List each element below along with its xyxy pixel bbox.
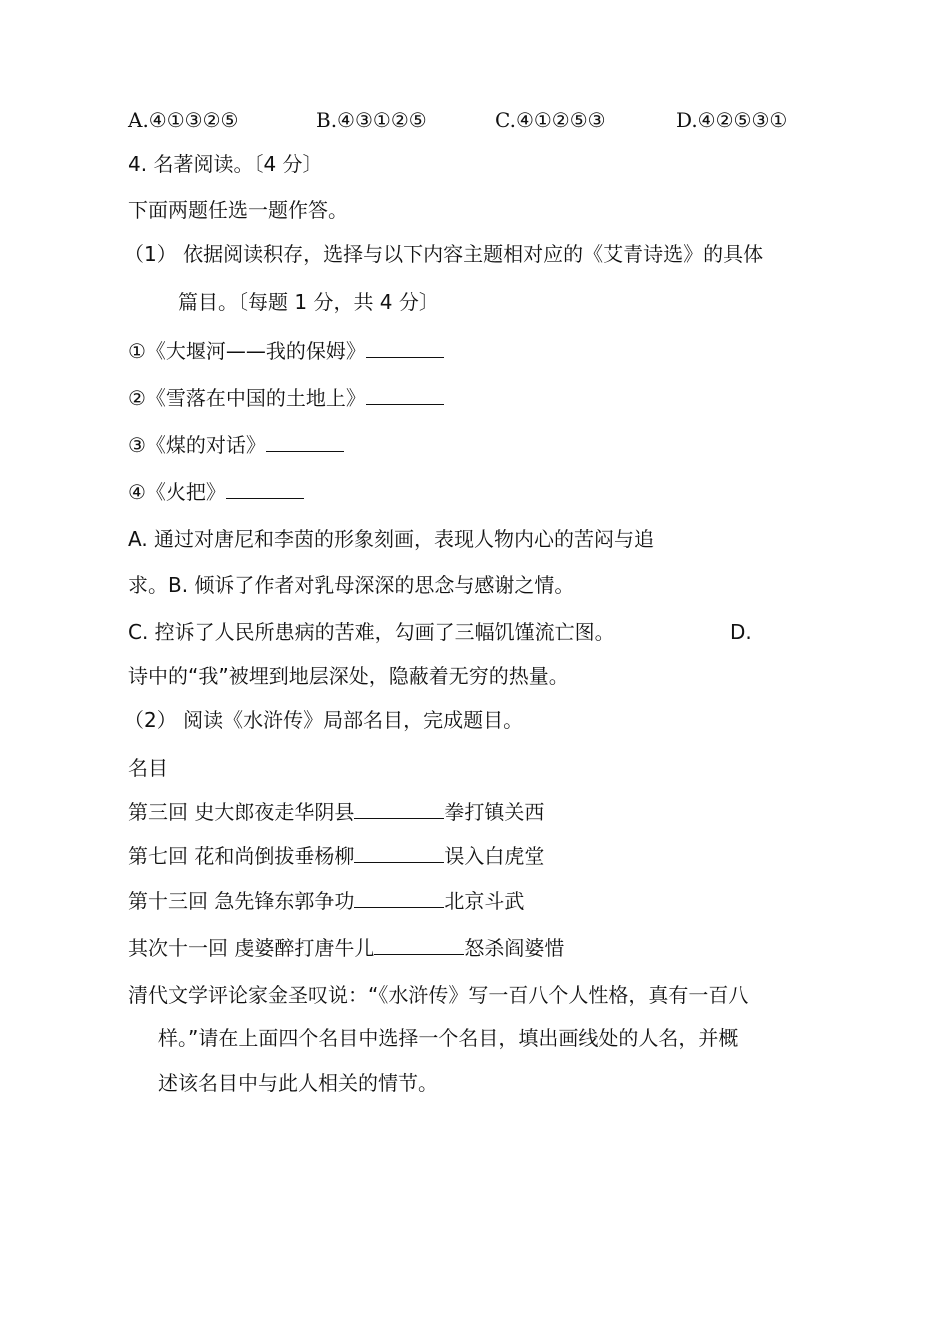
chapter-1-second: 拳打镇关西 bbox=[444, 800, 545, 824]
poem-item-2 bbox=[128, 384, 444, 412]
chapter-row-2 bbox=[128, 842, 544, 870]
chapter-3-second: 北京斗武 bbox=[444, 889, 525, 913]
choice-a: A. 通过对唐尼和李茵的形象刻画，表现人物内心的苦闷与追 bbox=[128, 527, 655, 551]
option-a: A.④①③②⑤ bbox=[128, 108, 239, 132]
answer-blank-2[interactable] bbox=[366, 384, 444, 405]
poem-item-3-text: ③《煤的对话》 bbox=[128, 433, 266, 457]
poem-item-2-text: ②《雪落在中国的土地上》 bbox=[128, 386, 366, 410]
poem-item-1-text: ①《大堰河——我的保姆》 bbox=[128, 339, 366, 363]
chapter-1-first: 第三回 史大郎夜走华阴县 bbox=[128, 800, 355, 824]
part2-prompt: （2） 阅读《水浒传》局部名目，完成题目。 bbox=[124, 708, 524, 732]
part2-question-line3: 述该名目中与此人相关的情节。 bbox=[158, 1071, 438, 1095]
poem-item-1 bbox=[128, 337, 444, 365]
chapter-4-blank[interactable] bbox=[374, 934, 464, 955]
chapter-2-second: 误入白虎堂 bbox=[444, 844, 545, 868]
option-c: C.④①②⑤③ bbox=[495, 108, 606, 132]
part2-question-line1: 清代文学评论家金圣叹说：“《水浒传》写一百八个人性格，真有一百八 bbox=[128, 983, 749, 1007]
option-d: D.④②⑤③① bbox=[676, 108, 788, 132]
chapter-3-blank[interactable] bbox=[354, 887, 444, 908]
answer-blank-1[interactable] bbox=[366, 337, 444, 358]
question-4-instruction: 下面两题任选一题作答。 bbox=[128, 198, 348, 222]
chapter-row-4 bbox=[128, 934, 564, 962]
choice-d-text: 诗中的“我”被埋到地层深处，隐蔽着无穷的热量。 bbox=[128, 664, 569, 688]
poem-item-3 bbox=[128, 431, 344, 459]
part2-question-line2: 样。”请在上面四个名目中选择一个名目，填出画线处的人名，并概 bbox=[158, 1026, 739, 1050]
chapter-1-blank[interactable] bbox=[354, 798, 444, 819]
chapter-2-blank[interactable] bbox=[354, 842, 444, 863]
poem-item-4-text: ④《火把》 bbox=[128, 480, 226, 504]
chapter-3-first: 第十三回 急先锋东郭争功 bbox=[128, 889, 355, 913]
answer-blank-3[interactable] bbox=[266, 431, 344, 452]
chapter-4-second: 怒杀阎婆惜 bbox=[464, 936, 565, 960]
choice-d-label: D. bbox=[730, 620, 752, 644]
choice-c: C. 控诉了人民所患病的苦难，勾画了三幅饥馑流亡图。 bbox=[128, 620, 615, 644]
catalog-heading: 名目 bbox=[128, 756, 168, 780]
part1-prompt-line2: 篇目。〔每题 1 分，共 4 分〕 bbox=[178, 290, 439, 314]
answer-blank-4[interactable] bbox=[226, 478, 304, 499]
chapter-row-1 bbox=[128, 798, 544, 826]
chapter-4-first: 其次十一回 虔婆醉打唐牛儿 bbox=[128, 936, 375, 960]
part1-prompt-line1: （1） 依据阅读积存，选择与以下内容主题相对应的《艾青诗选》的具体 bbox=[124, 242, 764, 266]
choice-a-continued-b: 求。B. 倾诉了作者对乳母深深的思念与感谢之情。 bbox=[128, 573, 575, 597]
question-4-title: 4. 名著阅读。〔4 分〕 bbox=[128, 152, 323, 176]
poem-item-4 bbox=[128, 478, 304, 506]
chapter-row-3 bbox=[128, 887, 524, 915]
chapter-2-first: 第七回 花和尚倒拔垂杨柳 bbox=[128, 844, 355, 868]
option-b: B.④③①②⑤ bbox=[316, 108, 427, 132]
